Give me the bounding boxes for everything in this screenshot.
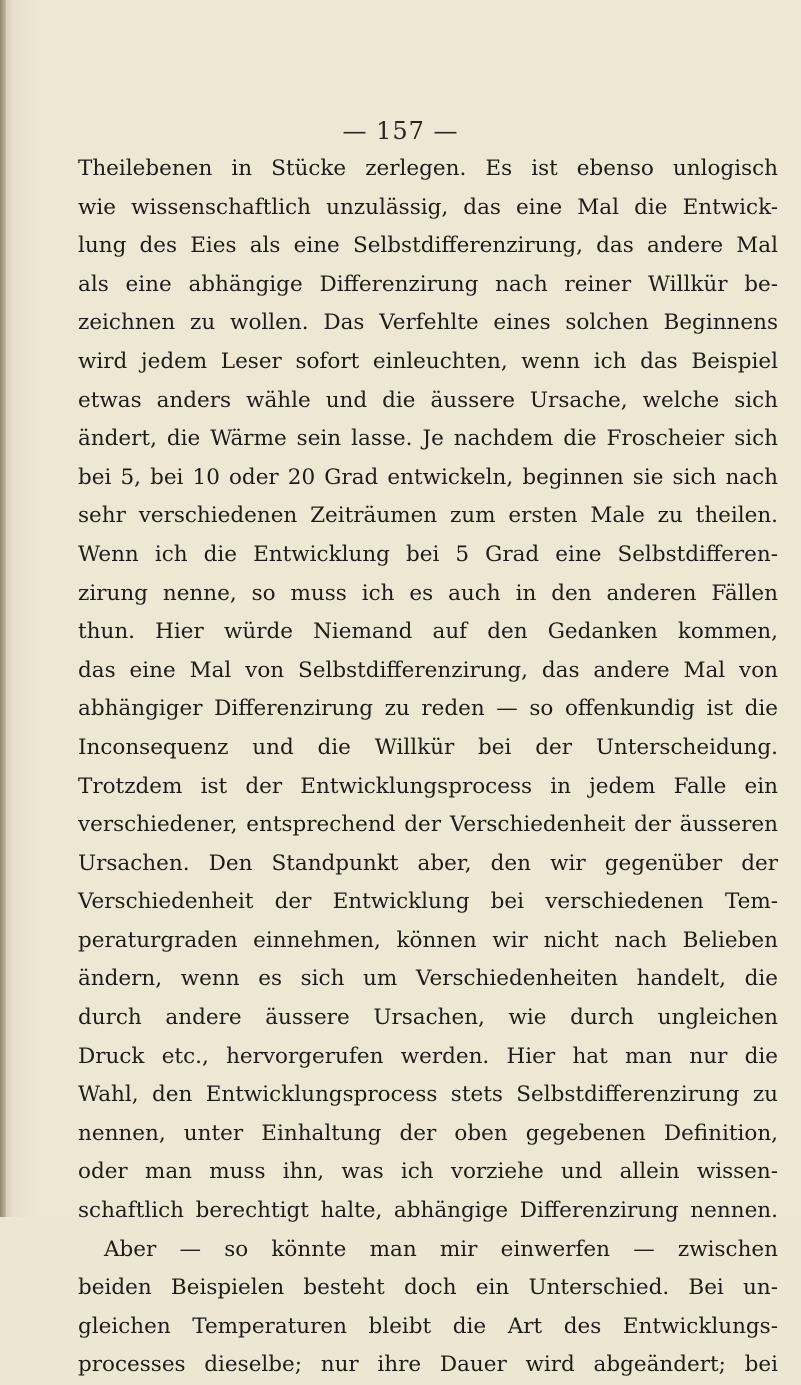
text-line: thun. Hier würde Niemand auf den Gedanken kommen, (78, 619, 778, 645)
text-line: Trotzdem ist der Entwicklungsprocess in jedem Falle ein (78, 773, 778, 799)
text-line: Druck etc., hervorgerufen werden. Hier hat man nur die (78, 1043, 778, 1069)
text-line: bei 5, bei 10 oder 20 Grad entwickeln, beginnen sie sich nach (78, 464, 778, 490)
text-line: durch andere äussere Ursachen, wie durch ungleichen (78, 1005, 778, 1031)
text-line: Aber — so könnte man mir einwerfen — zwischen (104, 1236, 778, 1262)
text-line: als eine abhängige Differenzirung nach reiner Willkür be- (78, 271, 778, 297)
text-line: ändern, wenn es sich um Verschiedenheiten handelt, die (78, 966, 778, 992)
text-line: wie wissenschaftlich unzulässig, das eine Mal die Entwick- (78, 194, 778, 220)
binding-edge (0, 0, 6, 1217)
text-line: oder man muss ihn, was ich vorziehe und allein wissen- (78, 1159, 778, 1185)
text-line: ändert, die Wärme sein lasse. Je nachdem die Froscheier sich (78, 426, 778, 452)
text-line: beiden Beispielen besteht doch ein Unterschied. Bei un- (78, 1275, 778, 1301)
text-line: etwas anders wähle und die äussere Ursache, welche sich (78, 387, 778, 413)
text-line: Verschiedenheit der Entwicklung bei verschiedenen Tem- (78, 889, 778, 915)
text-line: wird jedem Leser sofort einleuchten, wenn ich das Beispiel (78, 348, 778, 374)
page-number: — 157 — (342, 117, 459, 145)
text-line: zeichnen zu wollen. Das Verfehlte eines solchen Beginnens (78, 310, 778, 336)
text-line: schaftlich berechtigt halte, abhängige Differenzirung nennen. (78, 1198, 778, 1224)
text-line: Wenn ich die Entwicklung bei 5 Grad eine Selbstdifferen- (78, 541, 778, 567)
text-line: lung des Eies als eine Selbstdifferenzirung, das andere Mal (78, 233, 778, 259)
text-line: peraturgraden einnehmen, können wir nicht nach Belieben (78, 927, 778, 953)
text-line: abhängiger Differenzirung zu reden — so offenkundig ist die (78, 696, 778, 722)
text-line: gleichen Temperaturen bleibt die Art des Entwicklungs- (78, 1313, 778, 1339)
text-line: Wahl, den Entwicklungsprocess stets Selbstdifferenzirung zu (78, 1082, 778, 1108)
text-line: Inconsequenz und die Willkür bei der Unterscheidung. (78, 734, 778, 760)
text-line: sehr verschiedenen Zeiträumen zum ersten Male zu theilen. (78, 503, 778, 529)
text-line: verschiedener, entsprechend der Verschiedenheit der äusseren (78, 812, 778, 838)
text-line: processes dieselbe; nur ihre Dauer wird abgeändert; bei (78, 1352, 778, 1378)
text-line: Theilebenen in Stücke zerlegen. Es ist ebenso unlogisch (78, 156, 778, 181)
text-line: das eine Mal von Selbstdifferenzirung, das andere Mal von (78, 657, 778, 683)
text-line: nennen, unter Einhaltung der oben gegebenen Definition, (78, 1120, 778, 1146)
text-line: Ursachen. Den Standpunkt aber, den wir gegenüber der (78, 850, 778, 876)
body-text (78, 150, 778, 1385)
text-line: zirung nenne, so muss ich es auch in den anderen Fällen (78, 580, 778, 606)
